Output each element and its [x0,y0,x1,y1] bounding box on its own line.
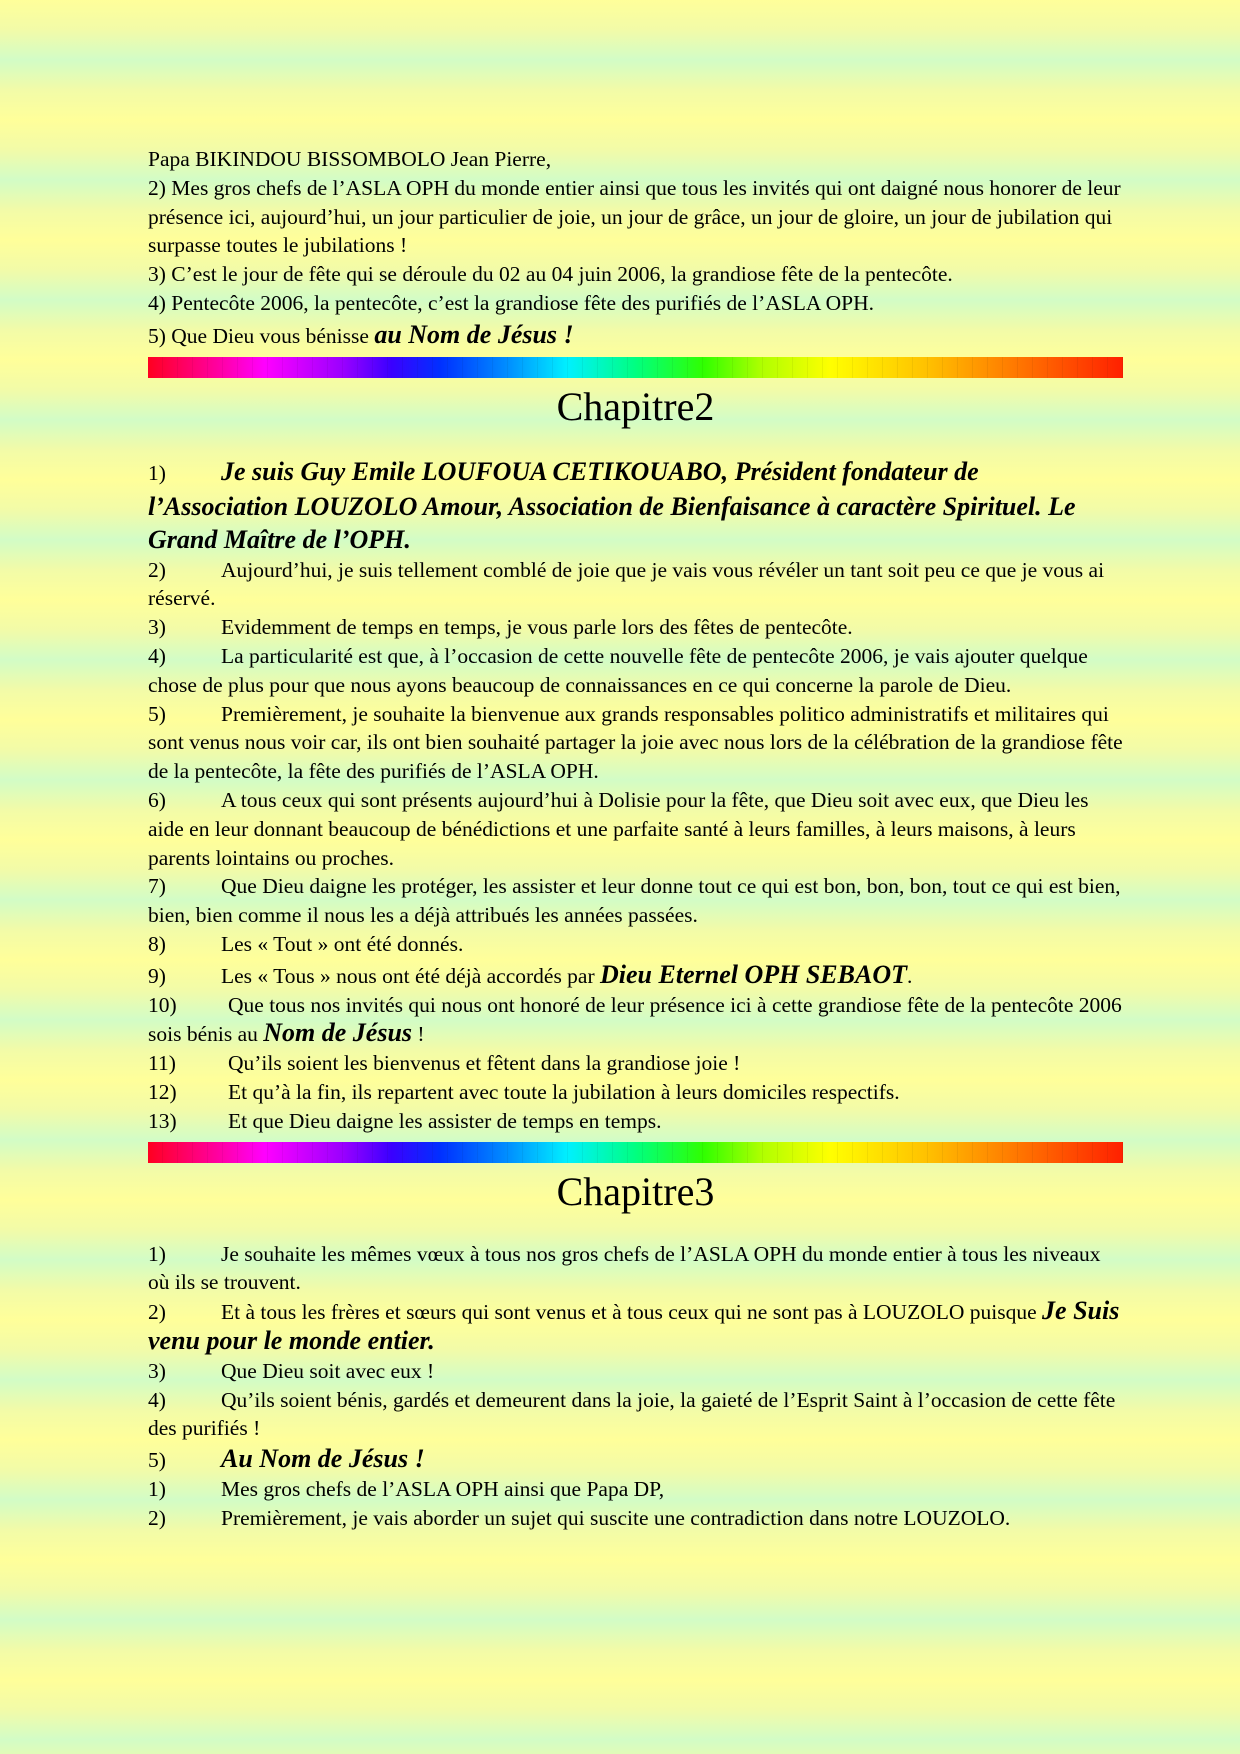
item-number: 2) [148,1505,166,1530]
item-number: 1) [148,1476,166,1501]
item-emphasis: Je Suis venu pour le monde entier. [148,1296,1120,1355]
item-number: 12) [148,1079,177,1104]
item-text: Les « Tout » ont été donnés. [221,931,464,956]
list-item [148,700,1123,786]
item-text: Que Dieu daigne les protéger, les assister et leur donne tout ce qui est bon, bon, bon, tout ce qui est bien, bien, bien comme il nous les a déjà attribués les années passées. [148,874,1121,928]
item-number: 4) [148,1387,166,1412]
item-text: Mes gros chefs de l’ASLA OPH ainsi que Papa DP, [221,1476,665,1501]
list-item [148,1297,1123,1357]
list-item [148,1445,1123,1475]
item-text: Et que Dieu daigne les assister de temps en temps. [228,1108,662,1133]
item-text: Aujourd’hui, je suis tellement comblé de joie que je vais vous révéler un tant soit peu ce que je vous ai réservé. [148,557,1105,611]
rainbow-divider [148,357,1123,378]
list-item [148,1475,1123,1504]
item-number: 4) [148,643,166,668]
item-number: 3) [148,615,166,640]
item-text: A tous ceux qui sont présents aujourd’hui à Dolisie pour la fête, que Dieu soit avec eux, que Dieu les aide en leur donnant beaucoup de bénédictions et une parfaite santé à leurs familles, à leurs maisons, à leurs parents lointains ou proches. [148,787,1089,870]
list-item [148,991,1123,1050]
item-number: 1) [148,460,166,485]
intro-line: Papa BIKINDOU BISSOMBOLO Jean Pierre, [148,147,552,171]
list-item [148,930,1123,959]
item-text: Les « Tous » nous ont été déjà accordés par [221,963,601,988]
chapter-title: Chapitre3 [556,1168,715,1214]
list-item [148,1107,1123,1136]
intro-line-blessing [148,321,1123,351]
item-text: La particularité est que, à l’occasion de cette nouvelle fête de pentecôte 2006, je vais ajouter quelque chose de plus pour que nous ayons beaucoup de connaissances en ce qui concerne la parole de Dieu. [148,643,1088,697]
item-number: 10) [148,992,177,1017]
list-item [148,786,1123,872]
intro-line: 3) C’est le jour de fête qui se déroule du 02 au 04 juin 2006, la grandiose fête de la pentecôte. [148,262,953,287]
list-item [148,1240,1123,1298]
item-text: Je souhaite les mêmes vœux à tous nos gros chefs de l’ASLA OPH du monde entier à tous les niveaux où ils se trouvent. [148,1241,1101,1295]
item-number: 3) [148,1358,166,1383]
intro-line: 4) Pentecôte 2006, la pentecôte, c’est la grandiose fête des purifiés de l’ASLA OPH. [148,290,875,315]
list-item [148,961,1123,991]
list-item [148,1504,1123,1533]
item-number: 9) [148,963,166,988]
list-item [148,613,1123,642]
list-item [148,872,1123,930]
item-text: Et à tous les frères et sœurs qui sont venus et à tous ceux qui ne sont pas à LOUZOLO puisque [221,1300,1043,1325]
list-item [148,1078,1123,1107]
rainbow-divider [148,1142,1123,1163]
item-text: Que Dieu soit avec eux ! [221,1358,435,1383]
item-text: Premièrement, je souhaite la bienvenue aux grands responsables politico administratifs et militaires qui sont venus nous voir car, ils ont bien souhaité partager la joie avec nous lors de la célébration de la grandiose fête de la pentecôte, la fête des purifiés de l’ASLA OPH. [148,701,1123,784]
list-item [148,1049,1123,1078]
item-suffix: . [907,963,913,988]
item-emphasis: Dieu Eternel OPH SEBAOT [600,959,907,989]
item-text: Qu’ils soient les bienvenus et fêtent dans la grandiose joie ! [228,1051,741,1076]
item-number: 2) [148,1300,166,1325]
item-text: Qu’ils soient bénis, gardés et demeurent dans la joie, la gaieté de l’Esprit Saint à l’occasion de cette fête des purifiés ! [148,1387,1116,1441]
blessing-prefix: 5) Que Dieu vous bénisse [148,323,375,348]
item-text: Et qu’à la fin, ils repartent avec toute la jubilation à leurs domiciles respectifs. [228,1079,900,1104]
list-item [148,642,1123,700]
item-emphasis: Nom de Jésus [263,1018,413,1048]
item-number: 8) [148,931,166,956]
list-item [148,1386,1123,1444]
intro-line: 2) Mes gros chefs de l’ASLA OPH du monde entier ainsi que tous les invités qui ont daigné nous honorer de leur présence ici, aujourd’hui, un jour particulier de joie, un jour de grâce, un jour de gloire, un jour de jubilation qui surpasse toutes le jubilations ! [148,175,1121,258]
item-number: 7) [148,874,166,899]
list-item [148,556,1123,614]
chapter-title: Chapitre2 [556,383,715,429]
chapter2-lead-item [148,455,1123,556]
item-number: 6) [148,787,166,812]
item-emphasis: Au Nom de Jésus ! [221,1444,425,1474]
item-number: 11) [148,1051,176,1076]
item-text: Premièrement, je vais aborder un sujet qui suscite une contradiction dans notre LOUZOLO. [221,1505,1011,1530]
item-number: 2) [148,557,166,582]
item-number: 13) [148,1108,177,1133]
item-suffix: ! [412,1022,425,1047]
list-item [148,1357,1123,1386]
document-body [148,145,1123,1532]
item-number: 1) [148,1241,166,1266]
blessing-emphasis: au Nom de Jésus ! [374,319,574,349]
item-text: Evidemment de temps en temps, je vous parle lors des fêtes de pentecôte. [221,615,853,640]
lead-text: Je suis Guy Emile LOUFOUA CETIKOUABO, Président fondateur de l’Association LOUZOLO Amour, Association de Bienfaisance à caractère Spirituel. Le Grand Maître de l’OPH. [148,456,1076,554]
item-number: 5) [148,1448,166,1473]
item-text: Que tous nos invités qui nous ont honoré de leur présence ici à cette grandiose fête de la pentecôte 2006 sois bénis au [148,992,1122,1047]
item-number: 5) [148,701,166,726]
